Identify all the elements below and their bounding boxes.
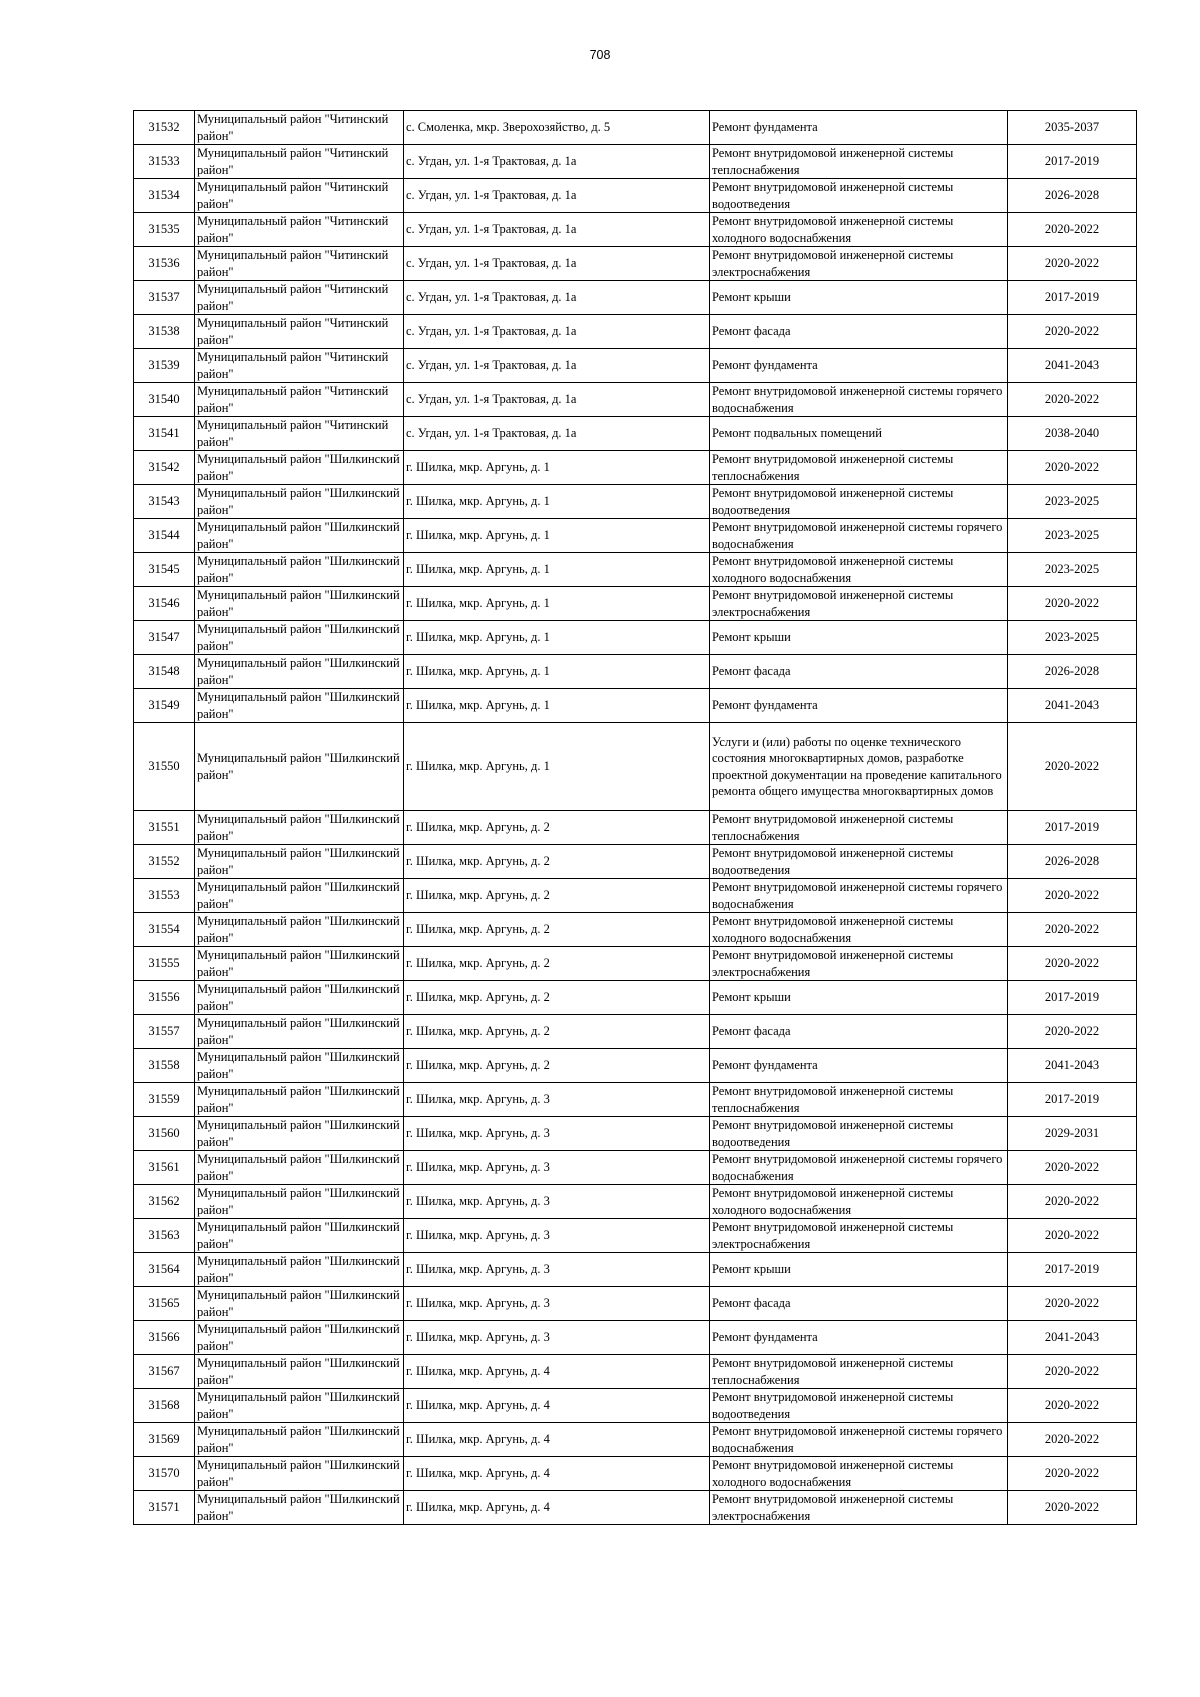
municipality-cell: Муниципальный район "Шилкинский район"	[195, 723, 404, 811]
table-row	[134, 811, 1137, 845]
work-type-cell: Ремонт внутридомовой инженерной системы горячего водоснабжения	[710, 879, 1008, 913]
address-cell: с. Угдан, ул. 1-я Трактовая, д. 1а	[404, 417, 710, 451]
work-type-cell: Ремонт внутридомовой инженерной системы горячего водоснабжения	[710, 383, 1008, 417]
row-number-cell: 31549	[134, 689, 195, 723]
work-type-cell: Ремонт внутридомовой инженерной системы теплоснабжения	[710, 145, 1008, 179]
table-row	[134, 1049, 1137, 1083]
municipality-cell: Муниципальный район "Шилкинский район"	[195, 1015, 404, 1049]
table-row	[134, 247, 1137, 281]
municipality-cell: Муниципальный район "Шилкинский район"	[195, 1117, 404, 1151]
table-row	[134, 485, 1137, 519]
period-cell: 2041-2043	[1008, 1049, 1137, 1083]
work-type-cell: Ремонт внутридомовой инженерной системы горячего водоснабжения	[710, 1151, 1008, 1185]
row-number-cell: 31560	[134, 1117, 195, 1151]
municipality-cell: Муниципальный район "Шилкинский район"	[195, 621, 404, 655]
work-type-cell: Ремонт внутридомовой инженерной системы холодного водоснабжения	[710, 913, 1008, 947]
period-cell: 2020-2022	[1008, 1389, 1137, 1423]
period-cell: 2020-2022	[1008, 879, 1137, 913]
row-number-cell: 31543	[134, 485, 195, 519]
municipality-cell: Муниципальный район "Шилкинский район"	[195, 981, 404, 1015]
row-number-cell: 31532	[134, 111, 195, 145]
table-row	[134, 1117, 1137, 1151]
table-row	[134, 519, 1137, 553]
row-number-cell: 31537	[134, 281, 195, 315]
period-cell: 2035-2037	[1008, 111, 1137, 145]
row-number-cell: 31534	[134, 179, 195, 213]
row-number-cell: 31554	[134, 913, 195, 947]
work-type-cell: Ремонт внутридомовой инженерной системы горячего водоснабжения	[710, 1423, 1008, 1457]
municipality-cell: Муниципальный район "Шилкинский район"	[195, 811, 404, 845]
work-type-cell: Ремонт внутридомовой инженерной системы электроснабжения	[710, 947, 1008, 981]
address-cell: с. Угдан, ул. 1-я Трактовая, д. 1а	[404, 247, 710, 281]
table-row	[134, 1389, 1137, 1423]
table-row	[134, 1321, 1137, 1355]
municipality-cell: Муниципальный район "Читинский район"	[195, 111, 404, 145]
work-type-cell: Ремонт крыши	[710, 981, 1008, 1015]
row-number-cell: 31544	[134, 519, 195, 553]
work-type-cell: Ремонт внутридомовой инженерной системы электроснабжения	[710, 247, 1008, 281]
table-row	[134, 1253, 1137, 1287]
table-row	[134, 587, 1137, 621]
table-row	[134, 383, 1137, 417]
row-number-cell: 31571	[134, 1491, 195, 1525]
table-row	[134, 621, 1137, 655]
work-type-cell: Ремонт внутридомовой инженерной системы горячего водоснабжения	[710, 519, 1008, 553]
address-cell: г. Шилка, мкр. Аргунь, д. 4	[404, 1423, 710, 1457]
municipality-cell: Муниципальный район "Шилкинский район"	[195, 689, 404, 723]
address-cell: с. Угдан, ул. 1-я Трактовая, д. 1а	[404, 281, 710, 315]
address-cell: г. Шилка, мкр. Аргунь, д. 2	[404, 947, 710, 981]
address-cell: с. Угдан, ул. 1-я Трактовая, д. 1а	[404, 315, 710, 349]
page-number: 708	[589, 48, 611, 62]
row-number-cell: 31553	[134, 879, 195, 913]
municipality-cell: Муниципальный район "Шилкинский район"	[195, 1219, 404, 1253]
table-row	[134, 1083, 1137, 1117]
row-number-cell: 31548	[134, 655, 195, 689]
work-type-cell: Ремонт фасада	[710, 655, 1008, 689]
period-cell: 2020-2022	[1008, 247, 1137, 281]
row-number-cell: 31542	[134, 451, 195, 485]
address-cell: г. Шилка, мкр. Аргунь, д. 1	[404, 723, 710, 811]
work-type-cell: Ремонт крыши	[710, 1253, 1008, 1287]
work-type-cell: Ремонт фундамента	[710, 349, 1008, 383]
table-row	[134, 1015, 1137, 1049]
work-type-cell: Ремонт внутридомовой инженерной системы водоотведения	[710, 845, 1008, 879]
row-number-cell: 31541	[134, 417, 195, 451]
row-number-cell: 31561	[134, 1151, 195, 1185]
period-cell: 2020-2022	[1008, 947, 1137, 981]
address-cell: г. Шилка, мкр. Аргунь, д. 3	[404, 1083, 710, 1117]
address-cell: г. Шилка, мкр. Аргунь, д. 1	[404, 587, 710, 621]
municipality-cell: Муниципальный район "Шилкинский район"	[195, 519, 404, 553]
address-cell: с. Угдан, ул. 1-я Трактовая, д. 1а	[404, 145, 710, 179]
work-type-cell: Ремонт фасада	[710, 1287, 1008, 1321]
address-cell: г. Шилка, мкр. Аргунь, д. 4	[404, 1491, 710, 1525]
municipality-cell: Муниципальный район "Шилкинский район"	[195, 655, 404, 689]
work-type-cell: Ремонт фундамента	[710, 1321, 1008, 1355]
table-row	[134, 1219, 1137, 1253]
work-type-cell: Ремонт внутридомовой инженерной системы водоотведения	[710, 1117, 1008, 1151]
address-cell: г. Шилка, мкр. Аргунь, д. 4	[404, 1355, 710, 1389]
address-cell: г. Шилка, мкр. Аргунь, д. 2	[404, 811, 710, 845]
period-cell: 2020-2022	[1008, 315, 1137, 349]
table-row	[134, 1491, 1137, 1525]
municipality-cell: Муниципальный район "Шилкинский район"	[195, 1355, 404, 1389]
row-number-cell: 31567	[134, 1355, 195, 1389]
period-cell: 2017-2019	[1008, 1083, 1137, 1117]
row-number-cell: 31559	[134, 1083, 195, 1117]
municipality-cell: Муниципальный район "Шилкинский район"	[195, 1321, 404, 1355]
address-cell: г. Шилка, мкр. Аргунь, д. 3	[404, 1117, 710, 1151]
period-cell: 2020-2022	[1008, 1491, 1137, 1525]
period-cell: 2023-2025	[1008, 553, 1137, 587]
period-cell: 2041-2043	[1008, 689, 1137, 723]
table-row	[134, 723, 1137, 811]
municipality-cell: Муниципальный район "Шилкинский район"	[195, 913, 404, 947]
municipality-cell: Муниципальный район "Читинский район"	[195, 417, 404, 451]
row-number-cell: 31546	[134, 587, 195, 621]
table-row	[134, 213, 1137, 247]
municipality-cell: Муниципальный район "Шилкинский район"	[195, 879, 404, 913]
address-cell: г. Шилка, мкр. Аргунь, д. 2	[404, 981, 710, 1015]
municipality-cell: Муниципальный район "Читинский район"	[195, 281, 404, 315]
address-cell: г. Шилка, мкр. Аргунь, д. 3	[404, 1253, 710, 1287]
period-cell: 2023-2025	[1008, 485, 1137, 519]
table-row	[134, 179, 1137, 213]
table-row	[134, 1457, 1137, 1491]
row-number-cell: 31540	[134, 383, 195, 417]
row-number-cell: 31566	[134, 1321, 195, 1355]
work-type-cell: Ремонт внутридомовой инженерной системы теплоснабжения	[710, 451, 1008, 485]
address-cell: г. Шилка, мкр. Аргунь, д. 1	[404, 519, 710, 553]
table-row	[134, 689, 1137, 723]
municipality-cell: Муниципальный район "Шилкинский район"	[195, 553, 404, 587]
address-cell: г. Шилка, мкр. Аргунь, д. 2	[404, 845, 710, 879]
period-cell: 2038-2040	[1008, 417, 1137, 451]
address-cell: с. Угдан, ул. 1-я Трактовая, д. 1а	[404, 383, 710, 417]
work-type-cell: Ремонт фундамента	[710, 111, 1008, 145]
table-row	[134, 947, 1137, 981]
table-row	[134, 451, 1137, 485]
table-row	[134, 145, 1137, 179]
municipality-cell: Муниципальный район "Читинский район"	[195, 383, 404, 417]
period-cell: 2020-2022	[1008, 383, 1137, 417]
municipality-cell: Муниципальный район "Шилкинский район"	[195, 1253, 404, 1287]
municipality-cell: Муниципальный район "Шилкинский район"	[195, 1049, 404, 1083]
municipality-cell: Муниципальный район "Читинский район"	[195, 247, 404, 281]
table-row	[134, 1151, 1137, 1185]
work-type-cell: Ремонт внутридомовой инженерной системы холодного водоснабжения	[710, 213, 1008, 247]
municipality-cell: Муниципальный район "Шилкинский район"	[195, 1389, 404, 1423]
row-number-cell: 31565	[134, 1287, 195, 1321]
table-row	[134, 1355, 1137, 1389]
table-row	[134, 981, 1137, 1015]
address-cell: с. Угдан, ул. 1-я Трактовая, д. 1а	[404, 213, 710, 247]
row-number-cell: 31551	[134, 811, 195, 845]
municipality-cell: Муниципальный район "Шилкинский район"	[195, 1083, 404, 1117]
municipality-cell: Муниципальный район "Шилкинский район"	[195, 1287, 404, 1321]
work-type-cell: Ремонт фундамента	[710, 689, 1008, 723]
table-row	[134, 1287, 1137, 1321]
work-type-cell: Ремонт внутридомовой инженерной системы электроснабжения	[710, 587, 1008, 621]
address-cell: г. Шилка, мкр. Аргунь, д. 4	[404, 1457, 710, 1491]
address-cell: г. Шилка, мкр. Аргунь, д. 3	[404, 1185, 710, 1219]
row-number-cell: 31555	[134, 947, 195, 981]
period-cell: 2020-2022	[1008, 723, 1137, 811]
row-number-cell: 31556	[134, 981, 195, 1015]
work-type-cell: Ремонт внутридомовой инженерной системы водоотведения	[710, 179, 1008, 213]
table-row	[134, 111, 1137, 145]
address-cell: г. Шилка, мкр. Аргунь, д. 1	[404, 553, 710, 587]
address-cell: с. Угдан, ул. 1-я Трактовая, д. 1а	[404, 179, 710, 213]
table-row	[134, 349, 1137, 383]
work-type-cell: Ремонт подвальных помещений	[710, 417, 1008, 451]
address-cell: г. Шилка, мкр. Аргунь, д. 2	[404, 1049, 710, 1083]
address-cell: г. Шилка, мкр. Аргунь, д. 1	[404, 655, 710, 689]
period-cell: 2020-2022	[1008, 1457, 1137, 1491]
work-type-cell: Ремонт внутридомовой инженерной системы водоотведения	[710, 1389, 1008, 1423]
address-cell: г. Шилка, мкр. Аргунь, д. 1	[404, 485, 710, 519]
address-cell: с. Угдан, ул. 1-я Трактовая, д. 1а	[404, 349, 710, 383]
work-type-cell: Ремонт крыши	[710, 281, 1008, 315]
municipality-cell: Муниципальный район "Шилкинский район"	[195, 845, 404, 879]
table-row	[134, 879, 1137, 913]
work-type-cell: Ремонт внутридомовой инженерной системы теплоснабжения	[710, 1083, 1008, 1117]
address-cell: г. Шилка, мкр. Аргунь, д. 1	[404, 451, 710, 485]
row-number-cell: 31570	[134, 1457, 195, 1491]
address-cell: г. Шилка, мкр. Аргунь, д. 4	[404, 1389, 710, 1423]
period-cell: 2020-2022	[1008, 213, 1137, 247]
municipality-cell: Муниципальный район "Шилкинский район"	[195, 485, 404, 519]
address-cell: г. Шилка, мкр. Аргунь, д. 2	[404, 913, 710, 947]
work-type-cell: Ремонт внутридомовой инженерной системы холодного водоснабжения	[710, 553, 1008, 587]
work-type-cell: Ремонт внутридомовой инженерной системы холодного водоснабжения	[710, 1457, 1008, 1491]
period-cell: 2020-2022	[1008, 1355, 1137, 1389]
work-type-cell: Ремонт внутридомовой инженерной системы электроснабжения	[710, 1219, 1008, 1253]
row-number-cell: 31538	[134, 315, 195, 349]
row-number-cell: 31564	[134, 1253, 195, 1287]
municipality-cell: Муниципальный район "Читинский район"	[195, 213, 404, 247]
period-cell: 2017-2019	[1008, 145, 1137, 179]
period-cell: 2017-2019	[1008, 281, 1137, 315]
address-cell: г. Шилка, мкр. Аргунь, д. 1	[404, 689, 710, 723]
table-row	[134, 845, 1137, 879]
work-type-cell: Услуги и (или) работы по оценке технического состояния многоквартирных домов, разработке проектной документации на проведение капитального ремонта общего имущества многоквартирных домов	[710, 723, 1008, 811]
table-row	[134, 315, 1137, 349]
work-type-cell: Ремонт крыши	[710, 621, 1008, 655]
period-cell: 2026-2028	[1008, 179, 1137, 213]
row-number-cell: 31547	[134, 621, 195, 655]
repair-schedule-table	[133, 110, 1137, 1525]
address-cell: г. Шилка, мкр. Аргунь, д. 2	[404, 1015, 710, 1049]
municipality-cell: Муниципальный район "Шилкинский район"	[195, 1423, 404, 1457]
row-number-cell: 31535	[134, 213, 195, 247]
period-cell: 2026-2028	[1008, 655, 1137, 689]
period-cell: 2041-2043	[1008, 349, 1137, 383]
period-cell: 2029-2031	[1008, 1117, 1137, 1151]
period-cell: 2020-2022	[1008, 587, 1137, 621]
row-number-cell: 31545	[134, 553, 195, 587]
municipality-cell: Муниципальный район "Читинский район"	[195, 145, 404, 179]
address-cell: с. Смоленка, мкр. Зверохозяйство, д. 5	[404, 111, 710, 145]
municipality-cell: Муниципальный район "Читинский район"	[195, 179, 404, 213]
period-cell: 2017-2019	[1008, 811, 1137, 845]
municipality-cell: Муниципальный район "Шилкинский район"	[195, 587, 404, 621]
period-cell: 2023-2025	[1008, 621, 1137, 655]
table-row	[134, 417, 1137, 451]
row-number-cell: 31550	[134, 723, 195, 811]
period-cell: 2020-2022	[1008, 451, 1137, 485]
municipality-cell: Муниципальный район "Шилкинский район"	[195, 1151, 404, 1185]
municipality-cell: Муниципальный район "Шилкинский район"	[195, 1457, 404, 1491]
period-cell: 2020-2022	[1008, 913, 1137, 947]
address-cell: г. Шилка, мкр. Аргунь, д. 3	[404, 1151, 710, 1185]
work-type-cell: Ремонт внутридомовой инженерной системы теплоснабжения	[710, 811, 1008, 845]
municipality-cell: Муниципальный район "Читинский район"	[195, 315, 404, 349]
period-cell: 2020-2022	[1008, 1015, 1137, 1049]
work-type-cell: Ремонт фасада	[710, 315, 1008, 349]
period-cell: 2020-2022	[1008, 1423, 1137, 1457]
period-cell: 2023-2025	[1008, 519, 1137, 553]
work-type-cell: Ремонт внутридомовой инженерной системы электроснабжения	[710, 1491, 1008, 1525]
address-cell: г. Шилка, мкр. Аргунь, д. 2	[404, 879, 710, 913]
table-row	[134, 1185, 1137, 1219]
address-cell: г. Шилка, мкр. Аргунь, д. 3	[404, 1287, 710, 1321]
row-number-cell: 31552	[134, 845, 195, 879]
row-number-cell: 31568	[134, 1389, 195, 1423]
address-cell: г. Шилка, мкр. Аргунь, д. 3	[404, 1321, 710, 1355]
table-row	[134, 1423, 1137, 1457]
work-type-cell: Ремонт фасада	[710, 1015, 1008, 1049]
work-type-cell: Ремонт фундамента	[710, 1049, 1008, 1083]
table-body	[134, 111, 1137, 1525]
period-cell: 2020-2022	[1008, 1287, 1137, 1321]
period-cell: 2026-2028	[1008, 845, 1137, 879]
municipality-cell: Муниципальный район "Шилкинский район"	[195, 1491, 404, 1525]
row-number-cell: 31539	[134, 349, 195, 383]
address-cell: г. Шилка, мкр. Аргунь, д. 1	[404, 621, 710, 655]
work-type-cell: Ремонт внутридомовой инженерной системы водоотведения	[710, 485, 1008, 519]
period-cell: 2017-2019	[1008, 981, 1137, 1015]
table-row	[134, 553, 1137, 587]
work-type-cell: Ремонт внутридомовой инженерной системы теплоснабжения	[710, 1355, 1008, 1389]
row-number-cell: 31558	[134, 1049, 195, 1083]
table-row	[134, 655, 1137, 689]
row-number-cell: 31562	[134, 1185, 195, 1219]
address-cell: г. Шилка, мкр. Аргунь, д. 3	[404, 1219, 710, 1253]
row-number-cell: 31563	[134, 1219, 195, 1253]
period-cell: 2020-2022	[1008, 1219, 1137, 1253]
municipality-cell: Муниципальный район "Читинский район"	[195, 349, 404, 383]
row-number-cell: 31533	[134, 145, 195, 179]
period-cell: 2020-2022	[1008, 1151, 1137, 1185]
period-cell: 2017-2019	[1008, 1253, 1137, 1287]
municipality-cell: Муниципальный район "Шилкинский район"	[195, 451, 404, 485]
period-cell: 2020-2022	[1008, 1185, 1137, 1219]
municipality-cell: Муниципальный район "Шилкинский район"	[195, 1185, 404, 1219]
work-type-cell: Ремонт внутридомовой инженерной системы холодного водоснабжения	[710, 1185, 1008, 1219]
table-row	[134, 913, 1137, 947]
municipality-cell: Муниципальный район "Шилкинский район"	[195, 947, 404, 981]
period-cell: 2041-2043	[1008, 1321, 1137, 1355]
row-number-cell: 31557	[134, 1015, 195, 1049]
table-row	[134, 281, 1137, 315]
row-number-cell: 31569	[134, 1423, 195, 1457]
row-number-cell: 31536	[134, 247, 195, 281]
